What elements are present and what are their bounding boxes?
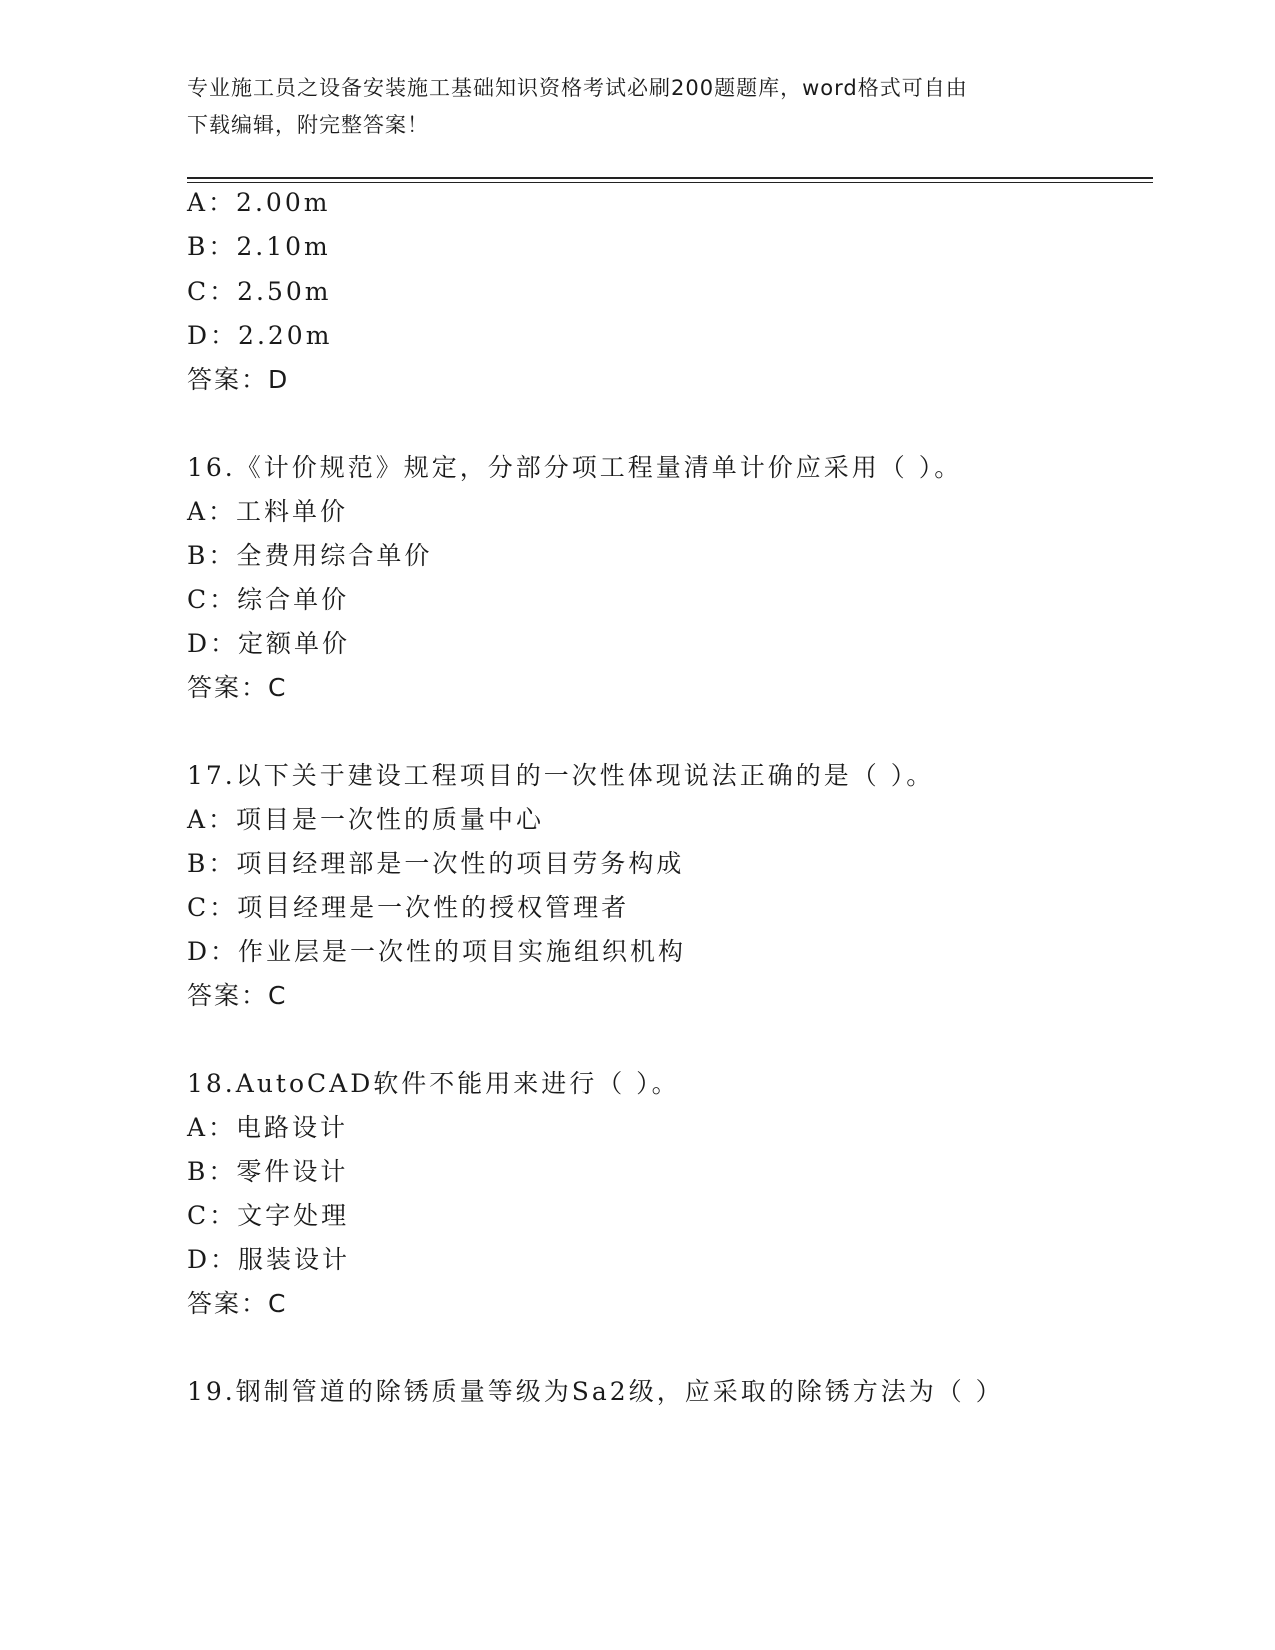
q17-option-d: D：作业层是一次性的项目实施组织机构 [187, 937, 687, 966]
q16-option-a: A：工料单价 [187, 497, 349, 526]
header-line-1: 专业施工员之设备安装施工基础知识资格考试必刷200题题库，word格式可自由 [187, 76, 968, 100]
q18-question: 18.AutoCAD软件不能用来进行（ ）。 [187, 1069, 680, 1098]
q16-answer: 答案：C [187, 673, 288, 702]
q17-question: 17.以下关于建设工程项目的一次性体现说法正确的是（ ）。 [187, 761, 935, 790]
q17-option-a: A：项目是一次性的质量中心 [187, 805, 545, 834]
q17-answer: 答案：C [187, 981, 288, 1010]
q16-option-b: B：全费用综合单价 [187, 541, 433, 570]
q16-question: 16.《计价规范》规定，分部分项工程量清单计价应采用（ ）。 [187, 453, 963, 482]
document-header [187, 70, 1067, 144]
q15-option-d: D：2.20m [187, 321, 333, 350]
q15-answer: 答案：D [187, 365, 290, 394]
q17-option-b: B：项目经理部是一次性的项目劳务构成 [187, 849, 685, 878]
q15-option-c: C：2.50m [187, 277, 332, 306]
header-line-2: 下载编辑，附完整答案！ [187, 113, 429, 137]
q15-option-a: A：2.00m [187, 188, 331, 217]
header-rule-thin [187, 182, 1153, 183]
q15-option-b: B：2.10m [187, 232, 331, 261]
q18-answer: 答案：C [187, 1289, 288, 1318]
q19-question: 19.钢制管道的除锈质量等级为Sa2级，应采取的除锈方法为（ ） [187, 1377, 1004, 1406]
q17-option-c: C：项目经理是一次性的授权管理者 [187, 893, 630, 922]
q18-option-b: B：零件设计 [187, 1157, 349, 1186]
q18-option-d: D：服装设计 [187, 1245, 351, 1274]
q18-option-a: A：电路设计 [187, 1113, 349, 1142]
q18-option-c: C：文字处理 [187, 1201, 350, 1230]
q16-option-d: D：定额单价 [187, 629, 351, 658]
q16-option-c: C：综合单价 [187, 585, 350, 614]
header-rule-thick [187, 177, 1153, 179]
